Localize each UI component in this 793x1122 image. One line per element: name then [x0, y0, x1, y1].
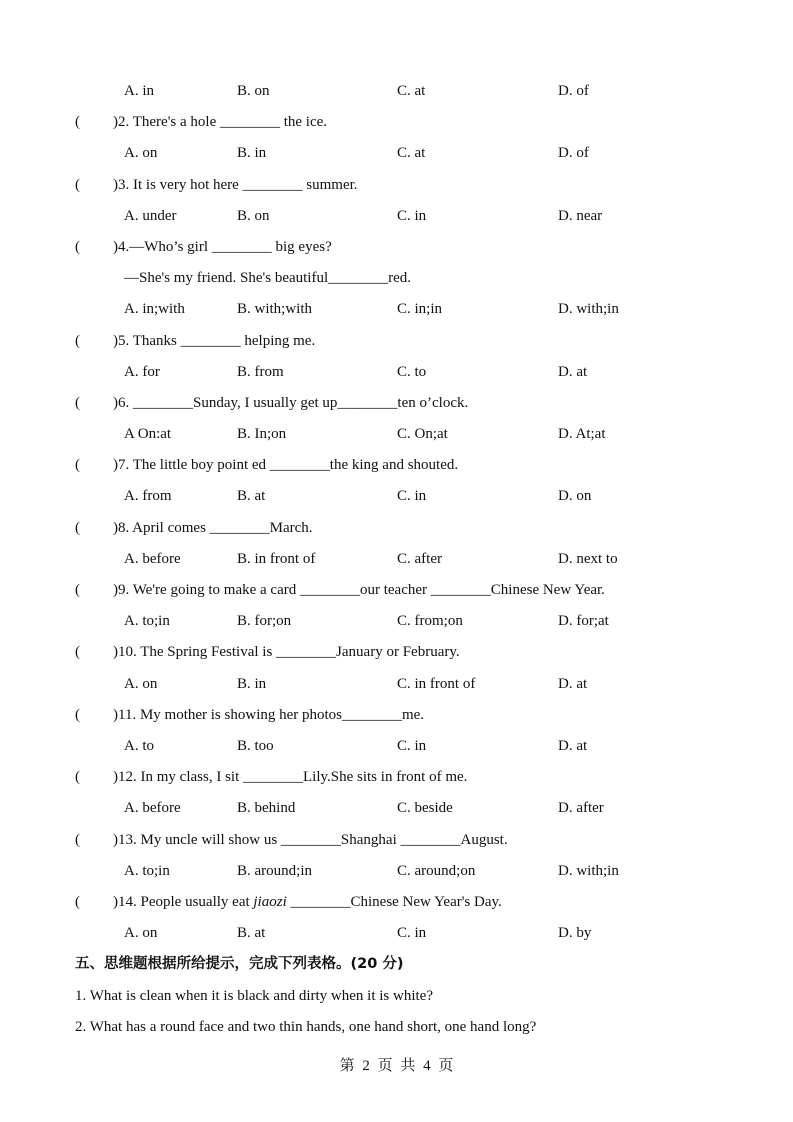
options-row — [0, 486, 793, 506]
option-b: B. for;on — [237, 613, 292, 630]
options-row — [0, 736, 793, 756]
question-stem — [113, 455, 458, 475]
question-text: 4.—Who’s girl ________ big eyes? — [118, 238, 332, 255]
question-row — [0, 175, 793, 195]
riddle-question: 2. What has a round face and two thin hands, one hand short, one hand long? — [75, 1018, 537, 1035]
option-b: B. behind — [237, 800, 296, 817]
answer-bracket-close: ) — [113, 176, 118, 193]
question-row — [0, 237, 793, 257]
option-b: B. with;with — [237, 301, 313, 318]
italic-term: jiaozi — [253, 893, 287, 910]
option-d: D. with;in — [558, 301, 619, 318]
question-row — [0, 892, 793, 912]
option-d: D. near — [558, 207, 603, 224]
answer-bracket-open: ( — [75, 332, 80, 349]
question-stem — [113, 705, 424, 725]
question-row — [0, 455, 793, 475]
option-b: B. in front of — [237, 550, 316, 567]
question-row — [0, 112, 793, 132]
option-c: C. in — [397, 925, 427, 942]
answer-bracket-open: ( — [75, 519, 80, 536]
option-b: B. in — [237, 145, 267, 162]
riddle-question: 1. What is clean when it is black and dirty when it is white? — [75, 987, 433, 1004]
option-d: D. at — [558, 737, 588, 754]
option-b: B. at — [237, 488, 266, 505]
question-text: 13. My uncle will show us ________Shanghai ________August. — [118, 831, 508, 848]
answer-bracket-close: ) — [113, 893, 118, 910]
answer-bracket-open: ( — [75, 831, 80, 848]
options-row — [0, 299, 793, 319]
option-b: B. on — [237, 207, 270, 224]
option-b: B. on — [237, 83, 270, 99]
answer-bracket-open: ( — [75, 238, 80, 255]
option-a: A. for — [124, 363, 160, 380]
option-b: B. in — [237, 675, 267, 692]
question-row — [0, 767, 793, 787]
question-text: —She's my friend. She's beautiful________red. — [124, 270, 412, 287]
options-row — [0, 143, 793, 163]
question-text: 3. It is very hot here ________ summer. — [118, 176, 358, 193]
question-text: 9. We're going to make a card ________our teacher ________Chinese New Year. — [118, 582, 605, 599]
option-c: C. from;on — [397, 613, 463, 630]
answer-bracket-open: ( — [75, 893, 80, 910]
question-stem-continued — [124, 268, 411, 288]
answer-bracket-close: ) — [113, 831, 118, 848]
option-c: C. in — [397, 207, 427, 224]
question-text: 11. My mother is showing her photos________me. — [118, 706, 425, 723]
option-d: D. by — [558, 925, 592, 942]
answer-bracket-open: ( — [75, 394, 80, 411]
answer-bracket-close: ) — [113, 644, 118, 661]
question-row — [0, 705, 793, 725]
question-row — [0, 518, 793, 538]
option-c: C. after — [397, 550, 442, 567]
answer-bracket-close: ) — [113, 769, 118, 786]
option-a: A. on — [124, 675, 158, 692]
option-d: D. at — [558, 675, 588, 692]
option-b: B. around;in — [237, 862, 312, 879]
question-text: 2. There's a hole ________ the ice. — [118, 114, 328, 131]
option-c: C. at — [397, 83, 426, 99]
option-c: C. in — [397, 737, 427, 754]
option-a: A. to;in — [124, 862, 170, 879]
options-row — [0, 798, 793, 818]
riddle-row — [0, 1017, 793, 1037]
option-d: D. next to — [558, 550, 618, 567]
question-text: 7. The little boy point ed ________the king and shouted. — [118, 457, 459, 474]
option-a: A. in — [124, 83, 154, 99]
option-d: D. with;in — [558, 862, 619, 879]
options-row — [0, 549, 793, 569]
question-stem — [113, 892, 502, 912]
option-a: A. on — [124, 925, 158, 942]
option-b: B. too — [237, 737, 274, 754]
options-row — [0, 611, 793, 631]
option-a: A. to;in — [124, 613, 170, 630]
answer-bracket-open: ( — [75, 176, 80, 193]
option-c: C. beside — [397, 800, 453, 817]
options-row — [0, 81, 793, 101]
answer-bracket-close: ) — [113, 394, 118, 411]
option-d: D. at — [558, 363, 588, 380]
option-a: A. before — [124, 550, 181, 567]
question-text: 8. April comes ________March. — [118, 519, 313, 536]
option-c: C. at — [397, 145, 426, 162]
answer-bracket-open: ( — [75, 457, 80, 474]
option-a: A. to — [124, 737, 154, 754]
question-text: 5. Thanks ________ helping me. — [118, 332, 316, 349]
option-d: D. for;at — [558, 613, 609, 630]
answer-bracket-open: ( — [75, 769, 80, 786]
option-b: B. In;on — [237, 426, 287, 443]
answer-bracket-open: ( — [75, 582, 80, 599]
section-heading-row — [0, 954, 793, 974]
answer-bracket-close: ) — [113, 332, 118, 349]
answer-bracket-close: ) — [113, 706, 118, 723]
option-c: C. in front of — [397, 675, 476, 692]
question-row — [0, 331, 793, 351]
question-stem — [113, 767, 467, 787]
option-c: C. to — [397, 363, 427, 380]
answer-bracket-close: ) — [113, 582, 118, 599]
page-footer: 第 2 页 共 4 页 — [339, 1058, 454, 1074]
riddle-row — [0, 986, 793, 1006]
question-stem — [113, 642, 460, 662]
option-a: A On:at — [124, 426, 172, 443]
question-stem — [113, 518, 313, 538]
question-stem — [113, 393, 468, 413]
option-d: D. of — [558, 145, 589, 162]
option-b: B. at — [237, 925, 266, 942]
option-d: D. after — [558, 800, 604, 817]
options-row — [0, 923, 793, 943]
answer-bracket-close: ) — [113, 519, 118, 536]
option-a: A. under — [124, 207, 177, 224]
question-stem — [113, 237, 332, 257]
option-d: D. on — [558, 488, 592, 505]
option-c: C. in;in — [397, 301, 443, 318]
question-stem — [113, 175, 358, 195]
answer-bracket-close: ) — [113, 114, 118, 131]
question-text: ________Chinese New Year's Day. — [286, 893, 502, 910]
question-stem — [113, 331, 315, 351]
answer-bracket-close: ) — [113, 457, 118, 474]
question-row — [0, 393, 793, 413]
question-row — [0, 268, 793, 288]
option-a: A. in;with — [124, 301, 185, 318]
question-text: 6. ________Sunday, I usually get up________ten o’clock. — [118, 394, 469, 411]
options-row — [0, 206, 793, 226]
option-a: A. on — [124, 145, 158, 162]
question-stem — [113, 830, 508, 850]
option-c: C. in — [397, 488, 427, 505]
answer-bracket-open: ( — [75, 706, 80, 723]
option-a: A. from — [124, 488, 172, 505]
options-row — [0, 424, 793, 444]
options-row — [0, 861, 793, 881]
option-d: D. At;at — [558, 426, 606, 443]
question-text: 14. People usually eat — [118, 893, 254, 910]
question-text: 12. In my class, I sit ________Lily.She sits in front of me. — [118, 769, 468, 786]
answer-bracket-open: ( — [75, 644, 80, 661]
question-stem — [113, 580, 605, 600]
question-row — [0, 642, 793, 662]
option-a: A. before — [124, 800, 181, 817]
section-heading: 五、思维题根据所给提示，完成下列表格。(20 分) — [75, 956, 404, 973]
option-b: B. from — [237, 363, 284, 380]
options-row — [0, 362, 793, 382]
options-row — [0, 674, 793, 694]
question-stem — [113, 112, 327, 132]
answer-bracket-close: ) — [113, 238, 118, 255]
question-row — [0, 580, 793, 600]
question-row — [0, 830, 793, 850]
option-c: C. around;on — [397, 862, 476, 879]
option-c: C. On;at — [397, 426, 448, 443]
answer-bracket-open: ( — [75, 114, 80, 131]
question-text: 10. The Spring Festival is ________January or February. — [118, 644, 460, 661]
option-d: D. of — [558, 83, 589, 99]
